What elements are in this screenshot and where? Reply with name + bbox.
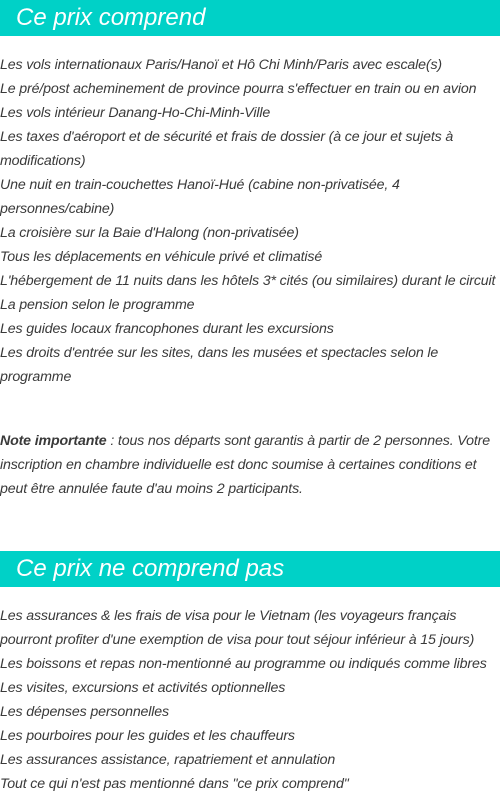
included-item: Les guides locaux francophones durant les excursions bbox=[0, 321, 334, 337]
important-note-text: : tous nos départs sont garantis à partir de 2 personnes. Votre inscription en chambre individuelle est donc soumise à certaines conditions et peut être annulée faute d'au moins 2 participants. bbox=[0, 433, 490, 497]
included-item: L'hébergement de 11 nuits dans les hôtels 3* cités (ou similaires) durant le circuit bbox=[0, 273, 496, 289]
included-item: Les vols internationaux Paris/Hanoï et Hô Chi Minh/Paris avec escale(s) bbox=[0, 57, 442, 73]
included-item: Une nuit en train-couchettes Hanoï-Hué (cabine non-privatisée, 4 personnes/cabine) bbox=[0, 177, 400, 217]
excluded-item: Les assurances assistance, rapatriement et annulation bbox=[0, 752, 336, 768]
excluded-item: Les pourboires pour les guides et les chauffeurs bbox=[0, 728, 295, 744]
important-note bbox=[0, 429, 500, 501]
excluded-section-title: Ce prix ne comprend pas bbox=[0, 551, 500, 587]
excluded-item: Tout ce qui n'est pas mentionné dans "ce prix comprend" bbox=[0, 776, 349, 792]
included-item: La pension selon le programme bbox=[0, 297, 195, 313]
important-note-label: Note importante bbox=[0, 433, 107, 449]
included-section-title: Ce prix comprend bbox=[0, 0, 500, 36]
excluded-item: Les visites, excursions et activités optionnelles bbox=[0, 680, 286, 696]
included-list bbox=[0, 53, 500, 389]
included-item: Les taxes d'aéroport et de sécurité et frais de dossier (à ce jour et sujets à modifications) bbox=[0, 129, 454, 169]
excluded-item: Les dépenses personnelles bbox=[0, 704, 169, 720]
excluded-list bbox=[0, 604, 500, 796]
included-item: Les droits d'entrée sur les sites, dans les musées et spectacles selon le programme bbox=[0, 345, 439, 385]
included-item: Tous les déplacements en véhicule privé et climatisé bbox=[0, 249, 323, 265]
included-item: Le pré/post acheminement de province pourra s'effectuer en train ou en avion bbox=[0, 81, 477, 97]
excluded-item: Les assurances & les frais de visa pour le Vietnam (les voyageurs français pourront profiter d'une exemption de visa pour tout séjour inférieur à 15 jours) bbox=[0, 608, 475, 648]
included-item: La croisière sur la Baie d'Halong (non-privatisée) bbox=[0, 225, 299, 241]
excluded-item: Les boissons et repas non-mentionné au programme ou indiqués comme libres bbox=[0, 656, 487, 672]
included-item: Les vols intérieur Danang-Ho-Chi-Minh-Ville bbox=[0, 105, 271, 121]
